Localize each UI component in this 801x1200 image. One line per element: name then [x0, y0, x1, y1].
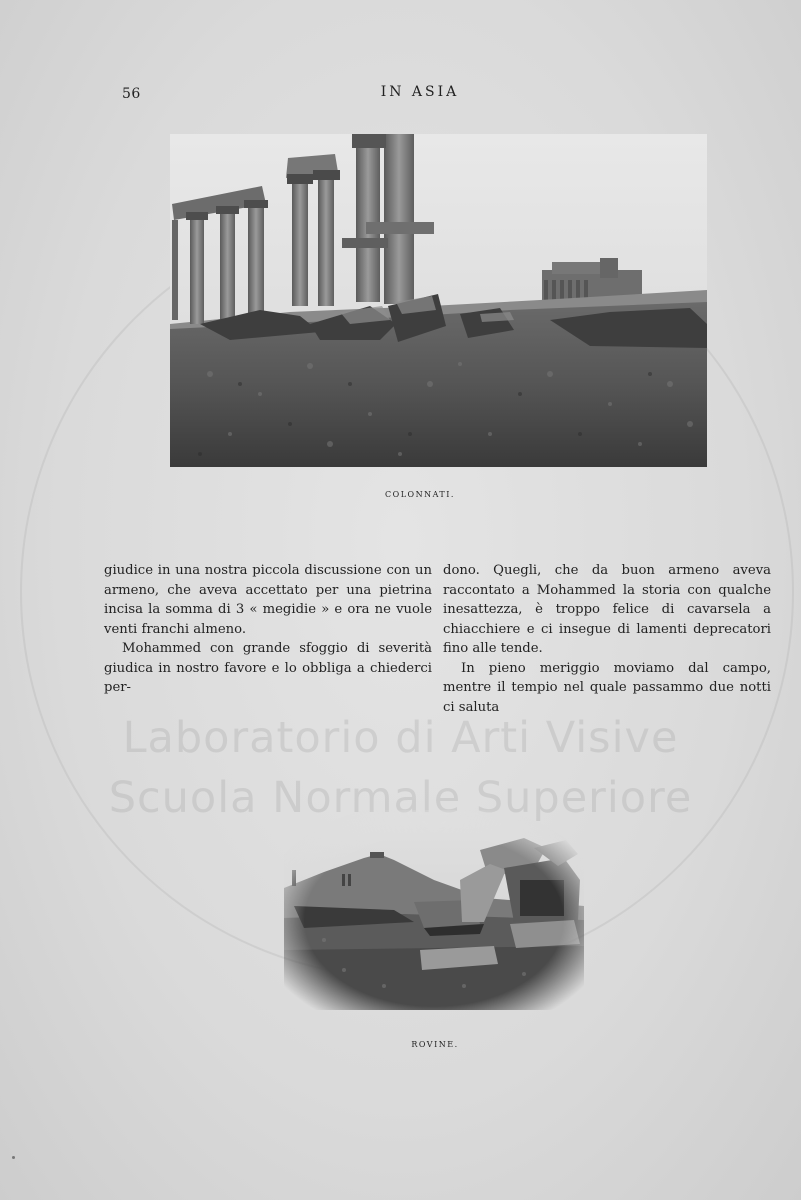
caption-ruins: ROVINE. — [411, 1040, 459, 1049]
paragraph: dono. Quegli, che da buon armeno aveva raccontato a Mohammed la storia con qualche inesattezza, è troppo felice di cavarsela a chiacchiere e ci insegue di lamenti deprecatori fino alle tende. — [443, 563, 771, 656]
caption-colonnades: COLONNATI. — [385, 490, 455, 499]
photo-ruins — [284, 810, 584, 1010]
ruins-illustration — [284, 810, 584, 1010]
text-column-right — [443, 561, 771, 717]
colonnades-illustration — [170, 134, 707, 467]
paper-speck — [12, 1156, 15, 1159]
watermark-line-2: Scuola Normale Superiore — [108, 773, 693, 823]
text-column-left — [104, 561, 432, 698]
running-head: IN ASIA — [380, 84, 460, 100]
paragraph: giudice in una nostra piccola discussione con un armeno, che aveva accettato per una pietrina incisa la somma di 3 « megidie » e ora ne vuole venti franchi almeno. — [104, 563, 432, 637]
paragraph: Mohammed con grande sfoggio di severità giudica in nostro favore e lo obbliga a chiederci per- — [104, 641, 432, 695]
photo-colonnades — [170, 134, 707, 467]
page-number: 56 — [122, 86, 141, 102]
paragraph: In pieno meriggio moviamo dal campo, mentre il tempio nel quale passammo due notti ci saluta — [443, 660, 771, 715]
watermark-line-1: Laboratorio di Arti Visive — [122, 713, 679, 763]
